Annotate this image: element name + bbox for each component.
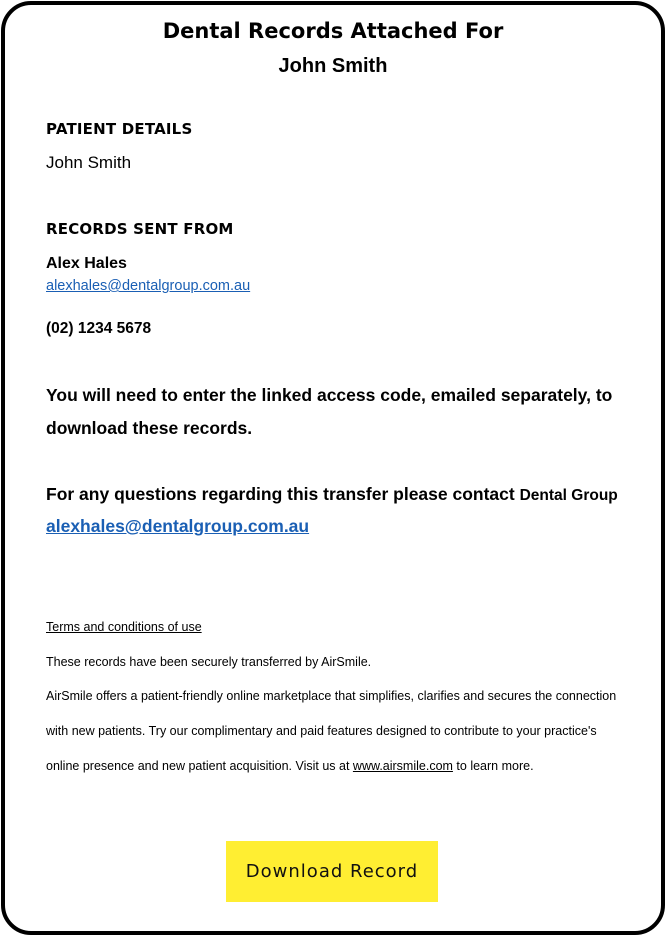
patient-name: John Smith [46,153,132,172]
contact-organization: Dental Group [519,487,618,504]
download-record-button[interactable]: Download Record [226,841,438,902]
transfer-note: These records have been securely transferred by AirSmile. [46,655,372,669]
email-subtitle-patient-name: John Smith [278,55,388,77]
contact-block [46,479,646,542]
airsmile-website-link[interactable]: www.airsmile.com [352,759,453,773]
airsmile-description [46,679,626,784]
sender-name: Alex Hales [46,255,127,272]
description-text: AirSmile offers a patient-friendly online marketplace that simplifies, clarifies and secures the connection with new patients. Try our complimentary and paid features designed to contribute to your practice's online presence and new patient acquisition. Visit us at [46,689,617,773]
sender-email-link[interactable]: alexhales@dentalgroup.com.au [46,278,251,294]
terms-link[interactable]: Terms and conditions of use [46,620,202,634]
contact-text: For any questions regarding this transfer please contact [46,484,515,504]
patient-details-heading: PATIENT DETAILS [46,120,193,138]
email-card [1,1,665,935]
contact-email-link[interactable]: alexhales@dentalgroup.com.au [46,516,310,536]
access-code-notice: You will need to enter the linked access code, emailed separately, to download these records. [46,385,613,438]
description-end: to learn more. [456,759,534,773]
sender-phone: (02) 1234 5678 [46,320,152,337]
records-sent-from-heading: RECORDS SENT FROM [46,220,234,238]
email-title: Dental Records Attached For [162,19,504,43]
